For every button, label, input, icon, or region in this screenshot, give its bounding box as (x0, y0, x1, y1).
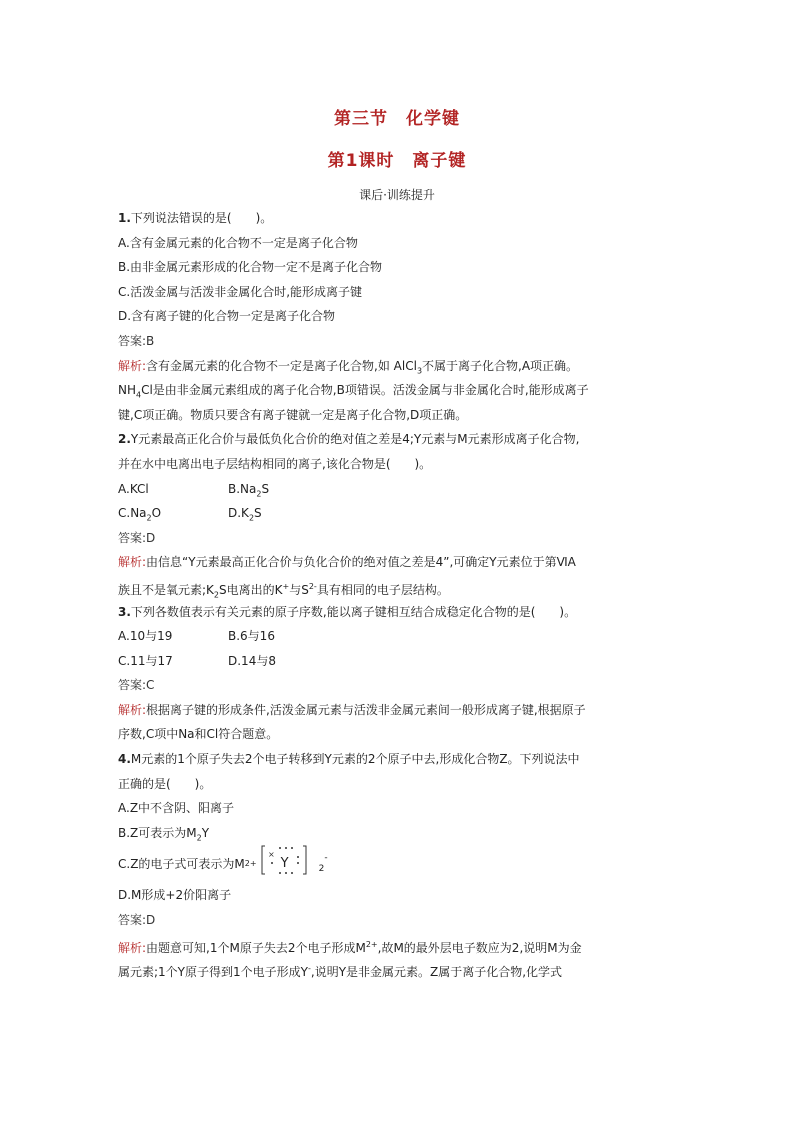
q2-exp-2d: 具有相同的电子层结构。 (316, 582, 449, 597)
q4-exp-2-sup: - (307, 964, 311, 974)
q2-option-c (118, 501, 228, 526)
subtitle: 课后·训练提升 (359, 188, 435, 202)
q2-answer: 答案:D (118, 530, 156, 545)
svg-text:×: × (267, 850, 275, 860)
q4-stem-l2: 正确的是( )。 (118, 776, 212, 791)
q4-opt-b-head: B.Z可表示为M (118, 825, 197, 840)
q2-opt-c-head: C.Na (118, 506, 147, 521)
q4-opt-c-sup2: - (324, 853, 328, 864)
q1-option-a: A.含有金属元素的化合物不一定是离子化合物 (118, 235, 358, 250)
q1-answer: 答案:B (118, 333, 155, 348)
q2-exp-2-sup2: 2- (308, 581, 317, 591)
q4-explanation-l1 (118, 933, 688, 958)
q1-exp-label: 解析: (118, 358, 147, 373)
q2-option-a: A.KCl (118, 481, 149, 496)
q3-options-row-2 (118, 649, 688, 674)
q3-explanation-l2: 序数,C项中Na和Cl符合题意。 (118, 727, 279, 742)
q3-answer: 答案:C (118, 678, 155, 693)
q2-exp-2-sub: 2 (213, 590, 220, 600)
q1-explanation-l1 (118, 354, 688, 379)
q2-explanation-l2 (118, 575, 688, 600)
q2-exp-2c: 与S (289, 582, 309, 597)
q1-exp-text-1b: 不属于离子化合物,A项正确。 (422, 358, 579, 373)
q1-option-b: B.由非金属元素形成的化合物一定不是离子化合物 (118, 260, 383, 275)
q4-exp-1a: 由题意可知,1个M原子失去2个电子形成M (146, 940, 366, 955)
q4-option-b (118, 821, 688, 846)
q1-stem-text: 下列说法错误的是( )。 (130, 211, 273, 225)
q4-opt-c-sup: 2+ (244, 859, 257, 869)
q3-option-b: B.6与16 (228, 629, 275, 644)
electron-dot-bracket-icon (259, 843, 319, 877)
q2-exp-label: 解析: (118, 555, 147, 570)
q2-options-row-1 (118, 477, 688, 502)
q2-option-d (228, 501, 262, 526)
q2-stem-l2: 并在水中电离出电子层结构相同的离子,该化合物是( )。 (118, 456, 432, 471)
q3-exp-label: 解析: (118, 702, 147, 717)
q1-number: 1. (118, 211, 131, 225)
q2-explanation-l1 (118, 550, 688, 575)
q2-stem-text-1: Y元素最高正化合价与最低负化合价的绝对值之差是4;Y元素与M元素形成离子化合物, (130, 432, 580, 447)
q1-option-c: C.活泼金属与活泼非金属化合时,能形成离子键 (118, 284, 363, 299)
section-title: 第三节 化学键 (334, 109, 460, 129)
q3-options-row-1 (118, 624, 688, 649)
q2-exp-2b: S电离出的K (219, 582, 283, 597)
q3-option-c: C.11与17 (118, 653, 173, 668)
q2-options-row-2 (118, 501, 688, 526)
q3-stem (118, 600, 688, 625)
q4-option-d: D.M形成+2价阳离子 (118, 888, 232, 903)
q3-exp-text-1: 根据离子键的形成条件,活泼金属元素与活泼非金属元素间一般形成离子键,根据原子 (146, 702, 586, 717)
q2-exp-text-1: 由信息“Y元素最高正化合价与负化合价的绝对值之差是4”,可确定Y元素位于第ⅥA (146, 555, 576, 570)
q2-option-b (228, 477, 269, 502)
q2-opt-d-tail: S (254, 506, 262, 521)
q2-exp-2-sup1: + (282, 581, 290, 591)
q4-exp-label: 解析: (118, 940, 147, 955)
q1-exp-text-2a: NH (118, 383, 136, 398)
q4-answer: 答案:D (118, 913, 156, 928)
electron-dot-formula (259, 843, 319, 886)
q4-exp-2b: ,说明Y是非金属元素。Z属于离子化合物,化学式 (310, 965, 563, 980)
q3-number: 3. (118, 604, 131, 619)
q4-opt-b-sub: 2 (196, 833, 202, 843)
q3-stem-text: 下列各数值表示有关元素的原子序数,能以离子键相互结合成稳定化合物的是( )。 (130, 604, 577, 619)
q1-exp-sub-2: 4 (136, 390, 142, 400)
q4-explanation-l2 (118, 957, 688, 982)
q4-stem-text-1: M元素的1个原子失去2个电子转移到Y元素的2个原子中去,形成化合物Z。下列说法中 (130, 752, 580, 767)
q2-opt-b-sub: 2 (256, 488, 262, 498)
lesson-title: 第1课时 离子键 (327, 151, 467, 171)
q1-option-d: D.含有离子键的化合物一定是离子化合物 (118, 309, 336, 324)
q2-opt-b-head: B.Na (228, 481, 257, 496)
q4-stem-l1 (118, 747, 688, 772)
q4-number: 4. (118, 752, 131, 767)
q1-exp-text-1: 含有金属元素的化合物不一定是离子化合物,如 AlCl (146, 358, 417, 373)
question-content (118, 206, 688, 982)
q4-exp-1b: ,故M的最外层电子数应为2,说明M为金 (377, 940, 582, 955)
q4-exp-1-sup: 2+ (365, 939, 378, 949)
q2-opt-d-sub: 2 (248, 513, 255, 523)
dot-formula-symbol: Y (280, 856, 289, 872)
q4-option-c (118, 845, 688, 883)
q2-exp-2a: 族且不是氧元素;K (118, 582, 214, 597)
q1-exp-sub-1: 3 (416, 365, 423, 375)
q1-stem (118, 206, 688, 231)
q2-opt-b-tail: S (261, 481, 270, 496)
q3-explanation-l1 (118, 698, 688, 723)
q3-option-a: A.10与19 (118, 629, 173, 644)
q2-number: 2. (118, 432, 131, 447)
q2-stem-l1 (118, 427, 688, 452)
q1-explanation-l3: 键,C项正确。物质只要含有离子键就一定是离子化合物,D项正确。 (118, 407, 468, 422)
q4-opt-b-tail: Y (201, 825, 210, 840)
q2-opt-d-head: D.K (228, 506, 249, 521)
q1-exp-text-2b: Cl是由非金属元素组成的离子化合物,B项错误。活泼金属与非金属化合时,能形成离子 (141, 383, 589, 398)
q2-opt-c-sub: 2 (146, 513, 152, 523)
q2-opt-c-tail: O (151, 506, 162, 521)
q4-option-a: A.Z中不含阴、阳离子 (118, 801, 235, 816)
q4-opt-c-sub: 2 (318, 864, 325, 875)
q4-opt-c-head: C.Z的电子式可表示为M (118, 857, 245, 872)
q4-exp-2a: 属元素;1个Y原子得到1个电子形成Y (118, 965, 308, 980)
q3-option-d: D.14与8 (228, 653, 276, 668)
q1-explanation-l2 (118, 378, 688, 403)
